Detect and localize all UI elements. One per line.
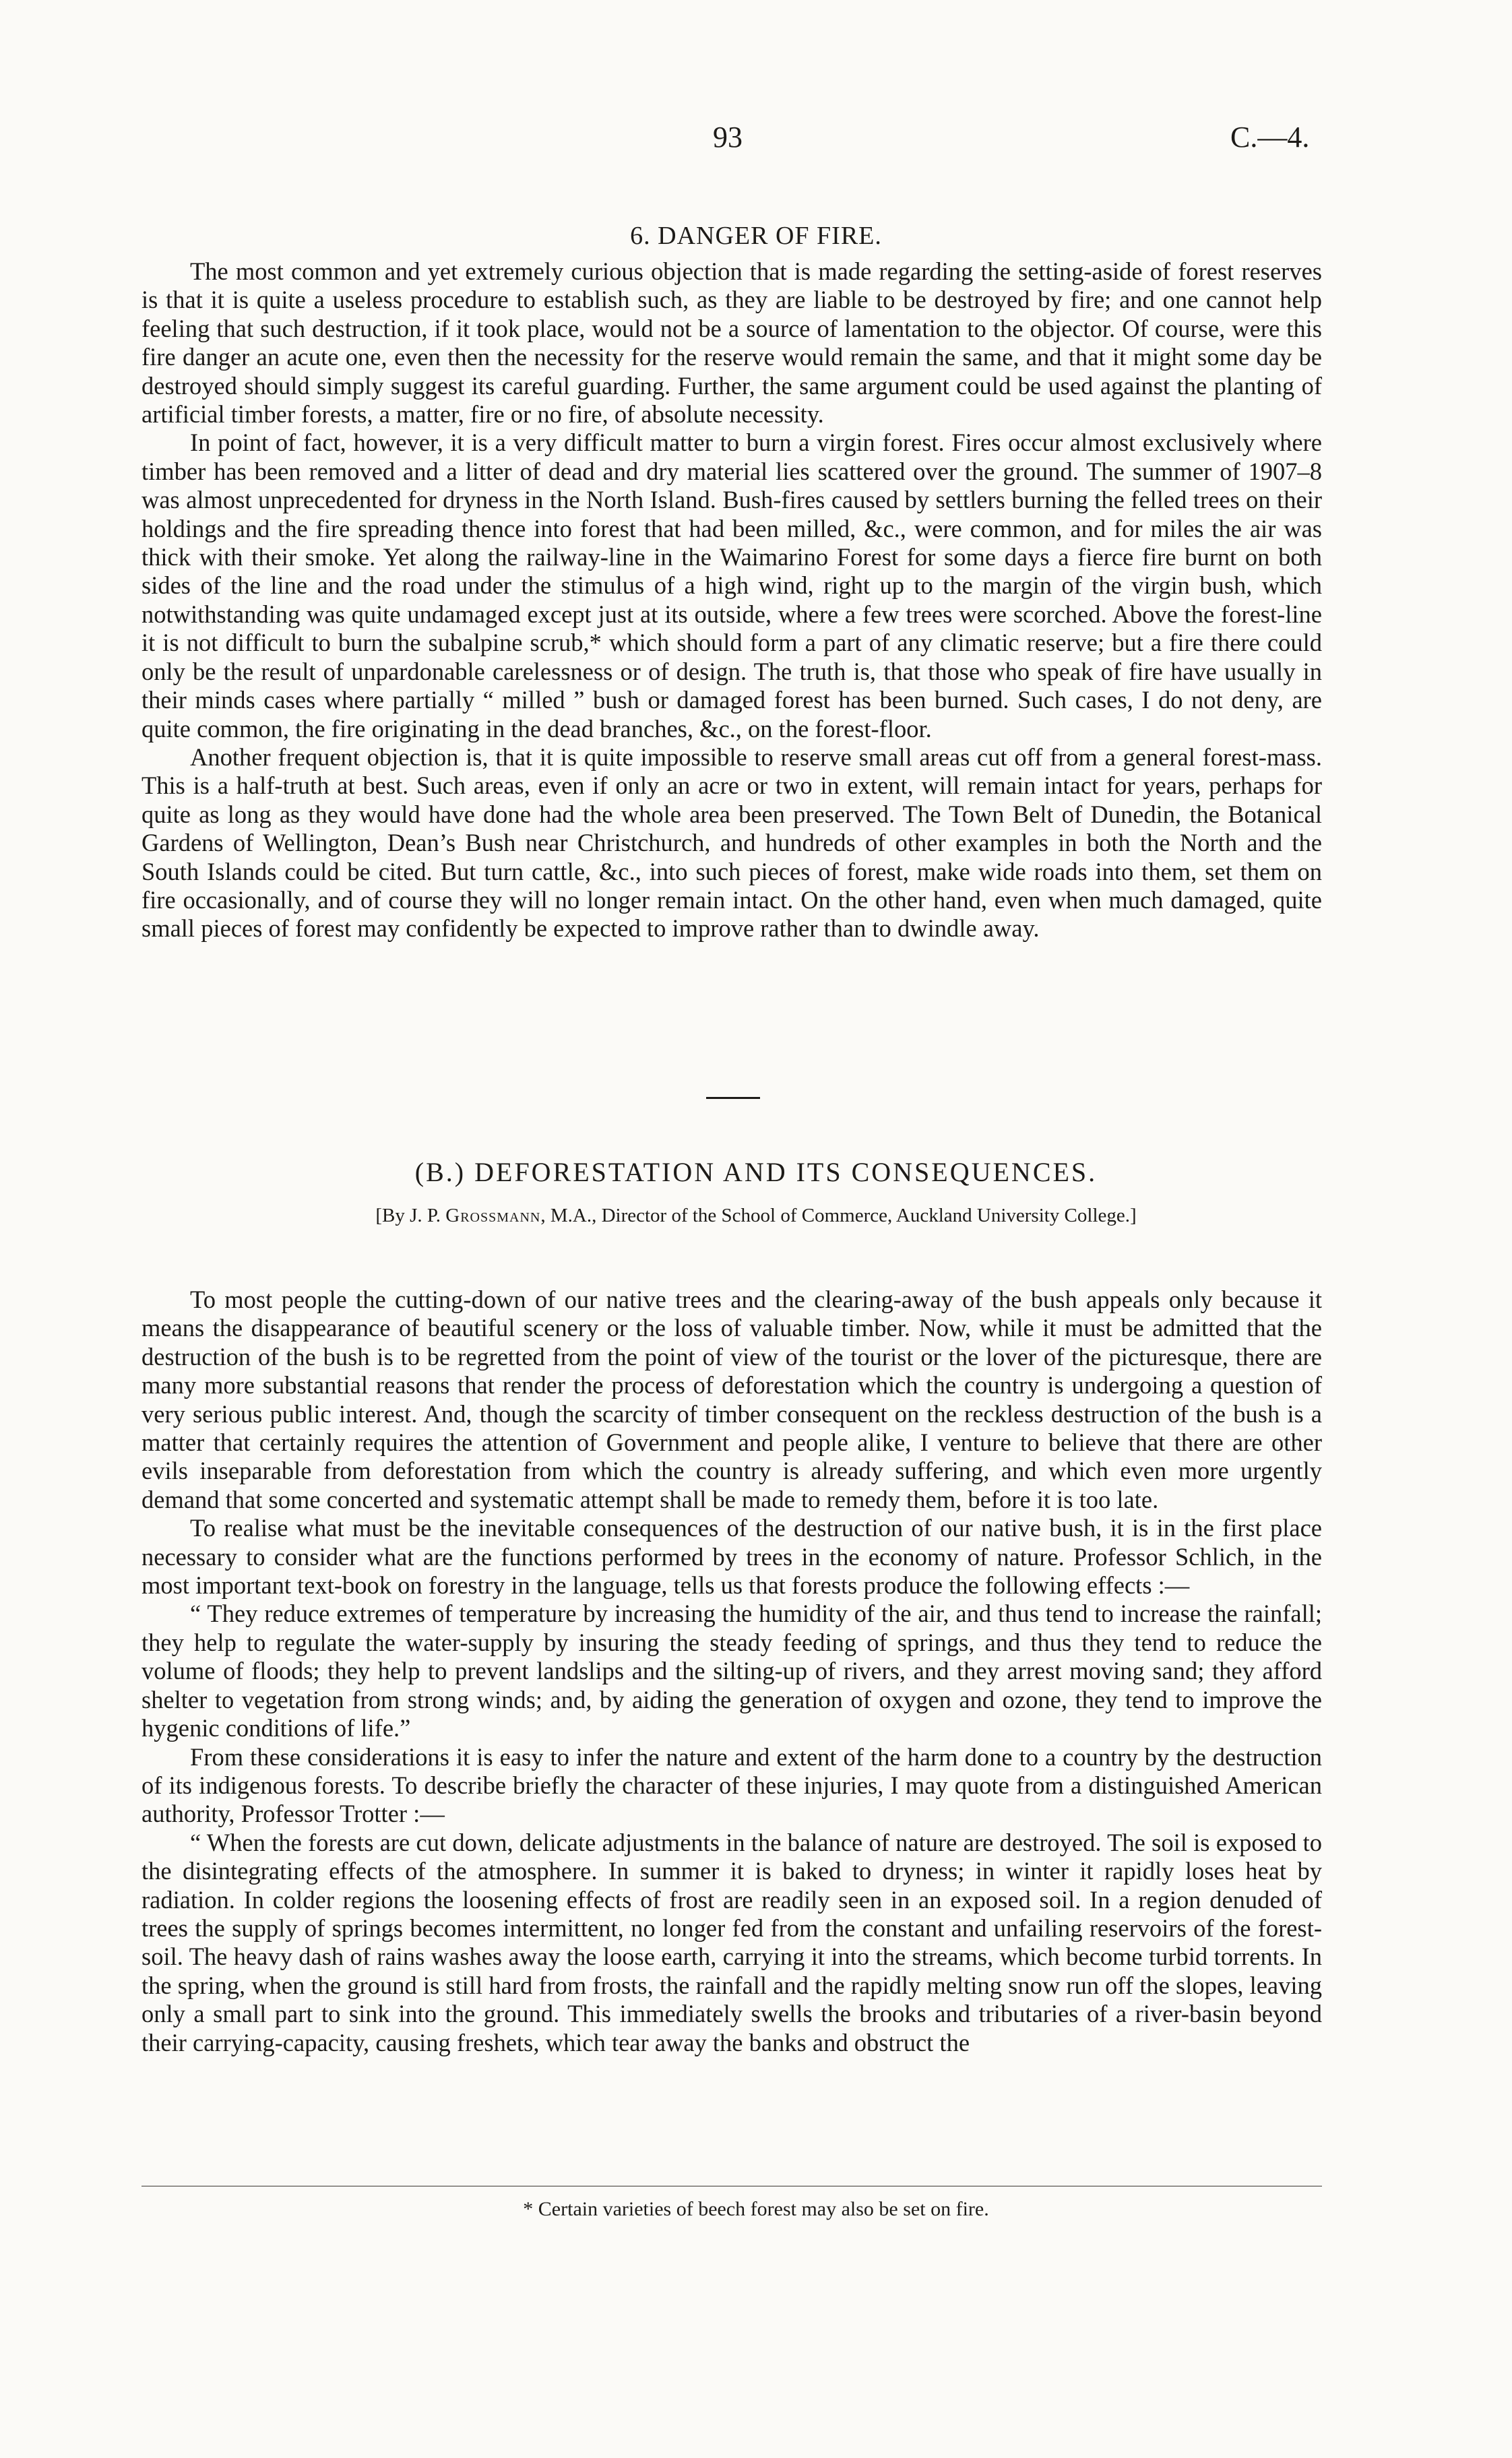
paragraph: To realise what must be the inevitable consequences of the destruction of our native bush, it is in the first place necessary to consider what are the functions performed by trees in the economy of nature. Professor Schlich, in the most important text-book on forestry in the language, tells us that forests produce the following effects :— — [141, 1514, 1322, 1600]
paragraph: In point of fact, however, it is a very difficult matter to burn a virgin forest. Fires occur almost exclusively where timber has been removed and a litter of dead and dry material lies scattered over the ground. The summer of 1907–8 was almost unprecedented for dryness in the North Island. Bush-fires caused by settlers burning the felled trees on their holdings and the fire spreading thence into forest that had been milled, &c., were common, and for miles the air was thick with their smoke. Yet along the railway-line in the Waimarino Forest for some days a fierce fire burnt on both sides of the line and the road under the stimulus of a high wind, right up to the margin of the virgin bush, which notwithstanding was quite undamaged except just at its outside, where a few trees were scorched. Above the forest-line it is not difficult to burn the subalpine scrub,* which should form a part of any climatic reserve; but a fire there could only be the result of unpardonable carelessness or of design. The truth is, that those who speak of fire have usually in their minds cases where partially “ milled ” bush or damaged forest has been burned. Such cases, I do not deny, are quite common, the fire originating in the dead branches, &c., on the forest-floor. — [141, 429, 1322, 743]
byline-author-name: Grossmann — [445, 1205, 541, 1226]
section-divider — [706, 1097, 760, 1099]
section-heading-deforestation: (B.) DEFORESTATION AND ITS CONSEQUENCES. — [414, 1157, 1098, 1187]
paragraph: Another frequent objection is, that it is quite impossible to reserve small areas cut off from a general forest-mass. This is a half-truth at best. Such areas, even if only an acre or two in extent, will remain intact for years, perhaps for quite as long as they would have done had the whole area been preserved. The Town Belt of Dunedin, the Botanical Gardens of Wellington, Dean’s Bush near Christchurch, and hundreds of other examples in both the North and the South Islands could be cited. But turn cattle, &c., into such pieces of forest, make wide roads into them, set them on fire occasionally, and of course they will no longer remain intact. On the other hand, even when much damaged, quite small pieces of forest may confidently be expected to improve rather than to dwindle away. — [141, 743, 1322, 943]
fire-section-body — [141, 257, 1322, 943]
quotation-trotter: “ When the forests are cut down, delicate adjustments in the balance of nature are destroyed. The soil is exposed to the disintegrating effects of the atmosphere. In summer it is baked to dryness; in winter it rapidly loses heat by radiation. In colder regions the loosening effects of frost are readily seen in an exposed soil. In a region denuded of trees the supply of springs becomes intermittent, no longer fed from the constant and unfailing reservoirs of the forest-soil. The heavy dash of rains washes away the loose earth, carrying it into the streams, which become turbid torrents. In the spring, when the ground is still hard from frosts, the rainfall and the rapidly melting snow run off the slopes, leaving only a small part to sink into the ground. This immediately swells the brooks and tributaries of a river-basin beyond their carrying-capacity, causing freshets, which tear away the banks and obstruct the — [141, 1828, 1322, 2056]
document-reference: C.—4. — [1230, 121, 1310, 154]
paragraph: To most people the cutting-down of our native trees and the clearing-away of the bush appeals only because it means the disappearance of beautiful scenery or the loss of valuable timber. Now, while it must be admitted that the destruction of the bush is to be regretted from the point of view of the tourist or the lover of the picturesque, there are many more substantial reasons that render the process of deforestation which the country is undergoing a question of very serious public interest. And, though the scarcity of timber consequent on the reckless destruction of the bush is a matter that certainly requires the attention of Government and people alike, I venture to believe that there are other evils inseparable from deforestation from which the country is already suffering, and which even more urgently demand that some concerted and systematic attempt shall be made to remedy them, before it is too late. — [141, 1286, 1322, 1513]
footnote: * Certain varieties of beech forest may also be set on fire. — [523, 2198, 989, 2220]
byline-prefix: [By J. P. — [375, 1205, 446, 1226]
page-number: 93 — [713, 121, 743, 154]
deforestation-section-body — [141, 1286, 1322, 2057]
author-byline — [0, 1205, 1512, 1227]
paragraph: The most common and yet extremely curious objection that is made regarding the setting-aside of forest reserves is that it is quite a useless procedure to establish such, as they are liable to be destroyed by fire; and one cannot help feeling that such destruction, if it took place, would not be a source of lamentation to the objector. Of course, were this fire danger an acute one, even then the necessity for the reserve would remain the same, and that it might some day be destroyed should simply suggest its careful guarding. Further, the same argument could be used against the planting of artificial timber forests, a matter, fire or no fire, of absolute necessity. — [141, 257, 1322, 429]
byline-suffix: , M.A., Director of the School of Commerce, Auckland University College.] — [540, 1205, 1137, 1226]
paragraph: From these considerations it is easy to infer the nature and extent of the harm done to a country by the destruction of its indigenous forests. To describe briefly the character of these injuries, I may quote from a distinguished American authority, Professor Trotter :— — [141, 1742, 1322, 1828]
section-heading-danger-of-fire: 6. DANGER OF FIRE. — [630, 222, 882, 250]
quotation-schlich: “ They reduce extremes of temperature by increasing the humidity of the air, and thus tend to increase the rainfall; they help to regulate the water-supply by insuring the steady feeding of springs, and thus they tend to reduce the volume of floods; they help to prevent landslips and the silting-up of rivers, and they arrest moving sand; they afford shelter to vegetation from strong winds; and, by aiding the generation of oxygen and ozone, they tend to improve the hygenic conditions of life.” — [141, 1600, 1322, 1742]
